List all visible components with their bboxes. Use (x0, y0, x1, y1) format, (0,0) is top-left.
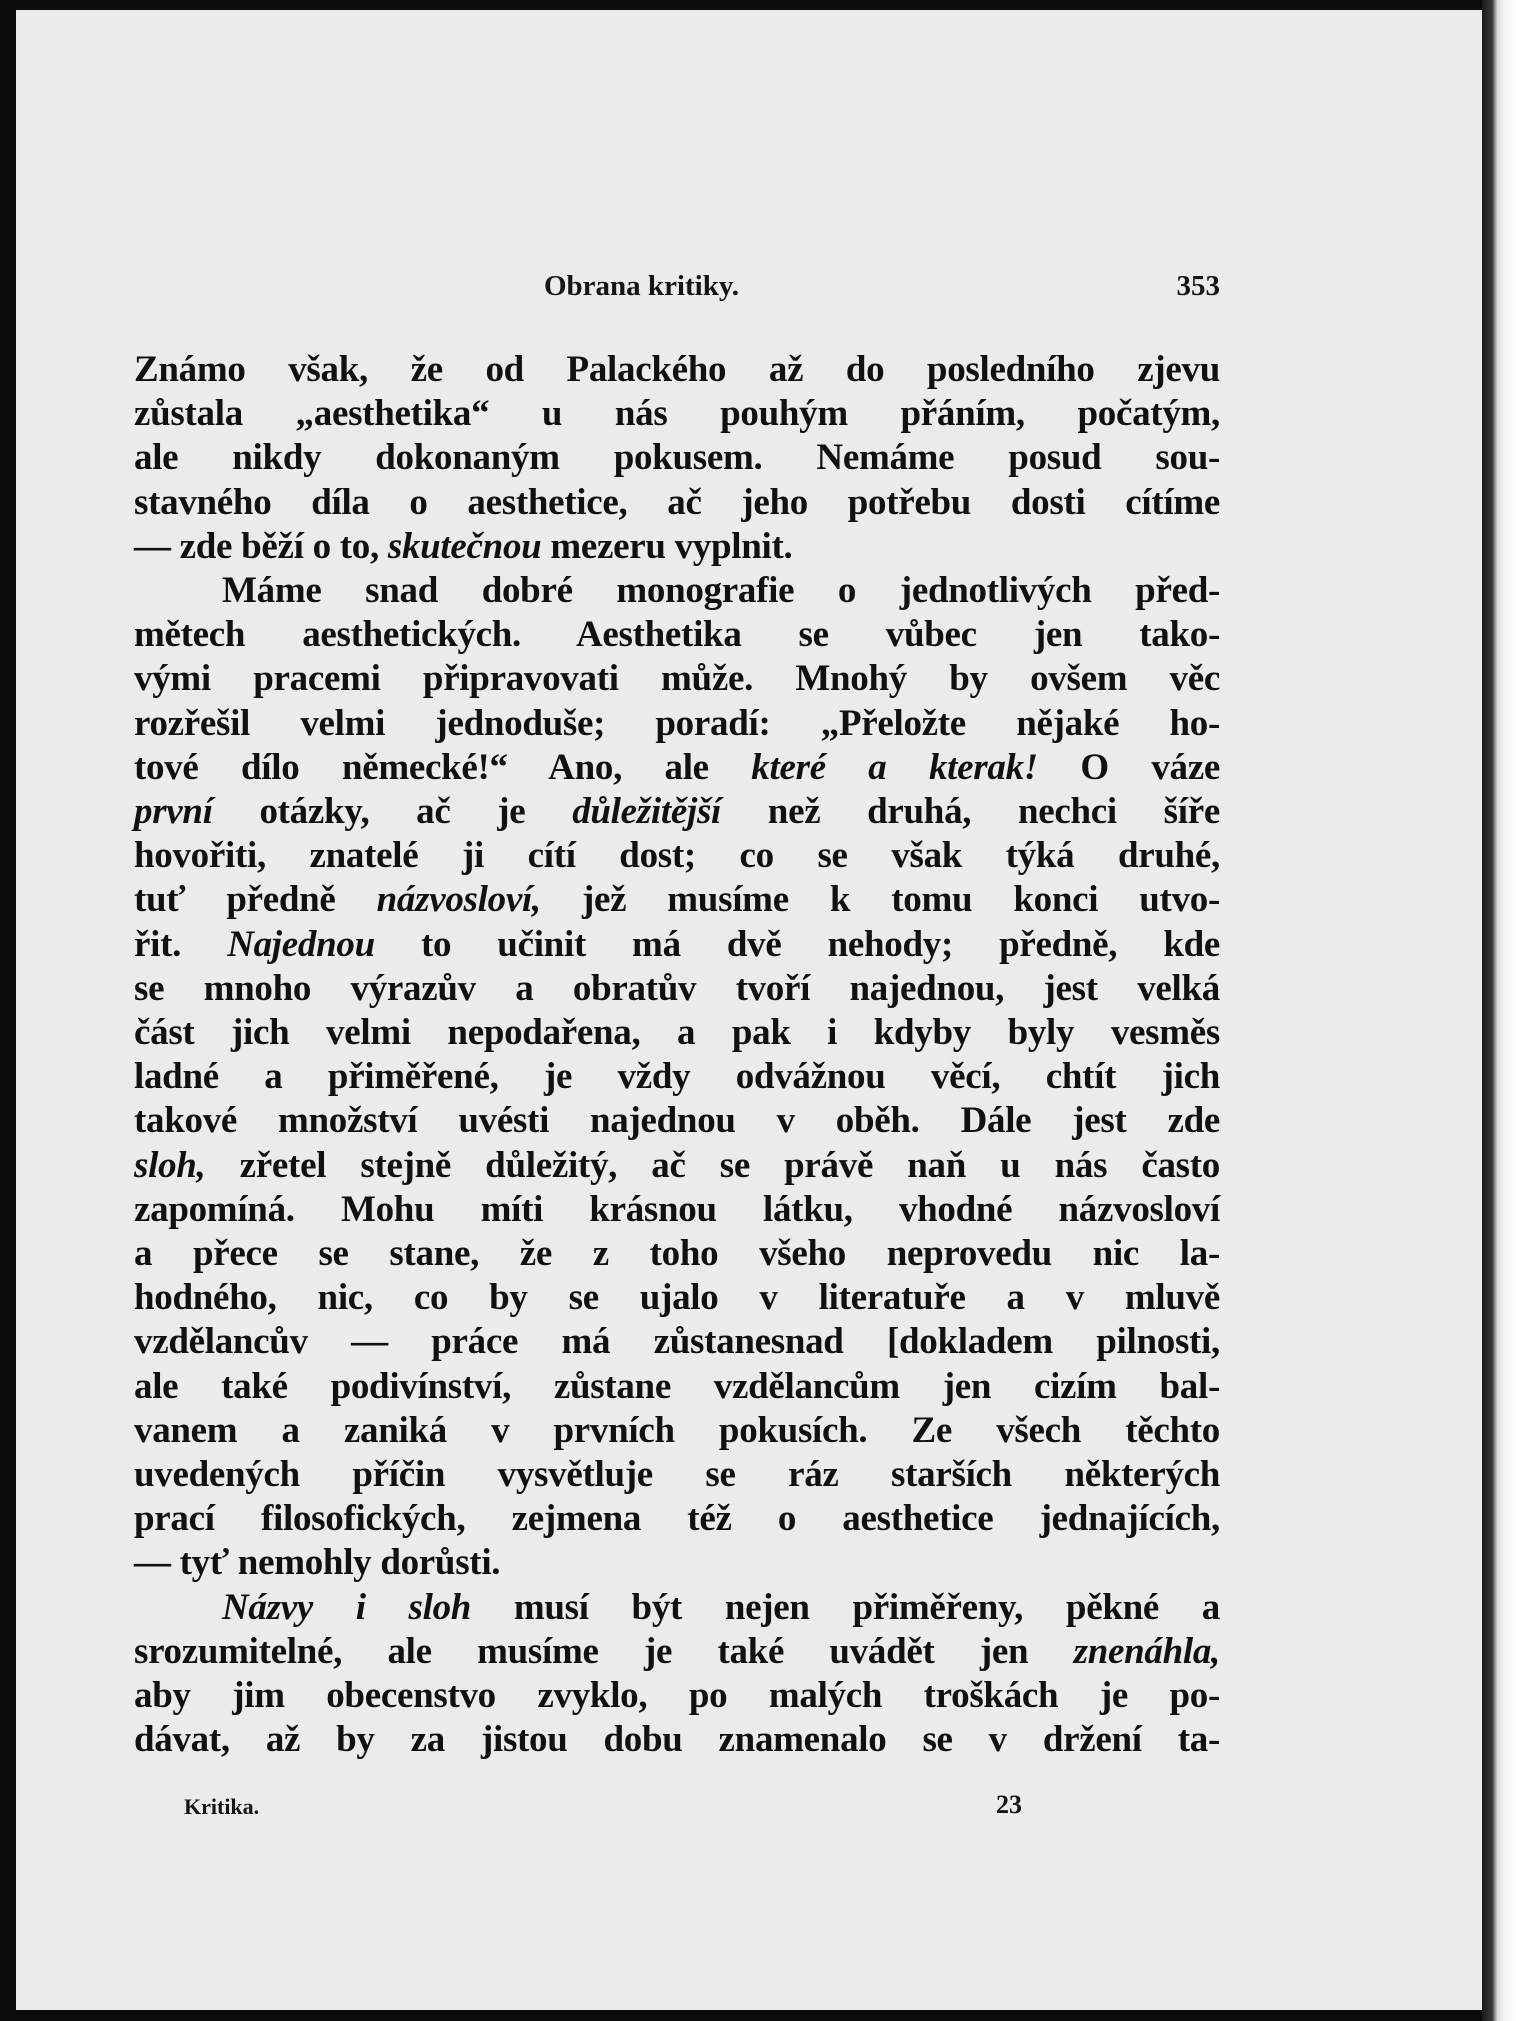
text-segment: ladné a přiměřené, je vždy odvážnou věcí, chtít jich (134, 1056, 1220, 1098)
text-line (134, 1055, 1220, 1099)
text-segment: se mnoho výrazův a obratův tvoří najednou, jest velká (134, 967, 1220, 1009)
text-line (134, 1541, 1220, 1585)
text-segment: dávat, až by za jistou dobu znamenalo se v držení ta- (134, 1719, 1220, 1761)
text-line (134, 967, 1220, 1011)
text-line (134, 1232, 1220, 1276)
italic-text: názvosloví, (376, 879, 541, 921)
text-segment: tové dílo německé!“ Ano, ale (134, 746, 752, 788)
text-segment: — zde běží o to, (134, 525, 388, 567)
text-segment: Známo však, že od Palackého až do posledního zjevu (134, 349, 1220, 390)
italic-text: které a kterak! (751, 746, 1038, 788)
italic-text: skutečnou (387, 525, 542, 567)
running-head (134, 270, 1220, 310)
italic-text: znenáhla, (1073, 1630, 1220, 1672)
text-line (134, 923, 1220, 967)
text-line (134, 1276, 1220, 1320)
text-segment: stavného díla o aesthetice, ač jeho potřebu dosti cítíme (134, 481, 1220, 523)
italic-text: Najednou (227, 923, 375, 965)
text-line (134, 1365, 1220, 1409)
text-segment: zapomíná. Mohu míti krásnou látku, vhodné názvosloví (134, 1188, 1220, 1230)
text-segment: takové množství uvésti najednou v oběh. Dále jest zde (134, 1100, 1220, 1142)
text-segment: hodného, nic, co by se ujalo v literatuře a v mluvě (134, 1277, 1220, 1319)
text-line (134, 657, 1220, 701)
text-segment: uvedených příčin vysvětluje se ráz starších některých (134, 1454, 1220, 1496)
text-segment: zřetel stejně důležitý, ač se právě naň u nás často (205, 1144, 1220, 1186)
text-line (134, 834, 1220, 878)
signature-mark: Kritika. (184, 1794, 260, 1819)
page-footer (134, 1790, 1220, 1822)
text-segment: zůstala „aesthetika“ u nás pouhým přáním, počatým, (134, 393, 1220, 435)
text-segment: otázky, ač je (212, 791, 573, 833)
sheet-number: 23 (996, 1790, 1022, 1819)
text-segment: aby jim obecenstvo zvyklo, po malých troškách je po- (134, 1675, 1220, 1717)
text-segment: mezeru vyplnit. (541, 525, 793, 567)
italic-text: Názvy i sloh (222, 1586, 472, 1628)
text-line (134, 569, 1220, 613)
text-line (134, 1409, 1220, 1453)
running-head-title: Obrana kritiky. (544, 270, 739, 302)
text-line (134, 790, 1220, 834)
body-text (134, 348, 1220, 1763)
text-segment: Máme snad dobré monografie o jednotlivých před- (222, 570, 1220, 612)
text-line (134, 1674, 1220, 1718)
text-segment: tuť předně (134, 879, 377, 921)
text-line (134, 481, 1220, 525)
text-line (134, 1320, 1220, 1364)
text-line (134, 348, 1220, 392)
book-page (16, 10, 1482, 2010)
text-segment: vanem a zaniká v prvních pokusích. Ze všech těchto (134, 1409, 1220, 1451)
text-segment: vými pracemi připravovati může. Mnohý by ovšem věc (134, 658, 1220, 700)
text-segment: ale nikdy dokonaným pokusem. Nemáme posud sou- (134, 437, 1220, 479)
text-line (134, 1188, 1220, 1232)
text-line (134, 1718, 1220, 1762)
text-line (134, 392, 1220, 436)
text-segment: část jich velmi nepodařena, a pak i kdyby byly vesměs (134, 1012, 1220, 1054)
text-line (134, 1453, 1220, 1497)
text-line (134, 746, 1220, 790)
text-segment: musí být nejen přiměřeny, pěkné a (471, 1586, 1220, 1628)
text-segment: a přece se stane, že z toho všeho neprovedu nic la- (134, 1233, 1220, 1275)
text-line (134, 878, 1220, 922)
text-line (134, 1011, 1220, 1055)
text-segment: mětech aesthetických. Aesthetika se vůbec jen tako- (134, 614, 1220, 656)
text-segment: to učinit má dvě nehody; předně, kde (374, 923, 1220, 965)
text-line (134, 1630, 1220, 1674)
text-segment: hovořiti, znatelé ji cítí dost; co se však týká druhé, (134, 835, 1220, 877)
italic-text: důležitější (572, 791, 722, 833)
text-segment: srozumitelné, ale musíme je také uvádět jen (134, 1630, 1074, 1672)
text-segment: rozřešil velmi jednoduše; poradí: „Přeložte nějaké ho- (134, 702, 1220, 744)
text-line (134, 702, 1220, 746)
text-line (134, 436, 1220, 480)
text-line (134, 1144, 1220, 1188)
text-line (134, 1497, 1220, 1541)
book-edge (1482, 0, 1516, 2021)
text-segment: ale také podivínství, zůstane vzdělancům jen cizím bal- (134, 1365, 1220, 1407)
text-segment: vzdělancův — práce má zůstanesnad [dokladem pilnosti, (134, 1321, 1220, 1363)
italic-text: sloh, (134, 1144, 206, 1186)
italic-text: první (134, 791, 213, 833)
text-line (134, 1099, 1220, 1143)
text-segment: řit. (134, 923, 228, 965)
text-segment: než druhá, nechci šíře (721, 791, 1220, 833)
text-segment: prací filosofických, zejmena též o aesthetice jednajících, (134, 1498, 1220, 1540)
text-line (134, 1586, 1220, 1630)
text-segment: — tyť nemohly dorůsti. (134, 1542, 501, 1584)
text-line (134, 525, 1220, 569)
text-segment: jež musíme k tomu konci utvo- (540, 879, 1220, 921)
text-segment: O váze (1037, 746, 1220, 788)
text-line (134, 613, 1220, 657)
page-number: 353 (1176, 270, 1220, 302)
